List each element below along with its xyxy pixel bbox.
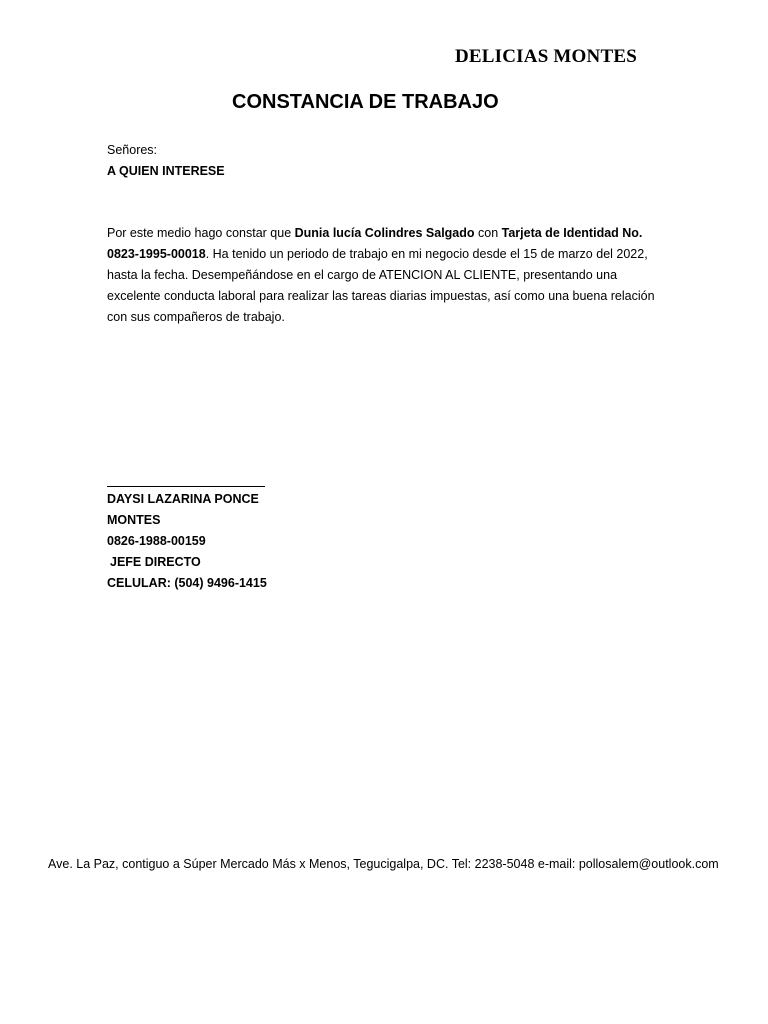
- certificate-body: [107, 223, 667, 328]
- recipient: A QUIEN INTERESE: [107, 164, 225, 178]
- signer-position: JEFE DIRECTO: [110, 555, 201, 569]
- signer-phone: CELULAR: (504) 9496-1415: [107, 576, 267, 590]
- signature-block: [107, 489, 267, 594]
- document-title: CONSTANCIA DE TRABAJO: [232, 91, 499, 113]
- footer-address: Ave. La Paz, contiguo a Súper Mercado Más x Menos, Tegucigalpa, DC. Tel: 2238-5048 e-mail: pollosalem@outlook.com: [48, 857, 719, 871]
- signer-id: 0826-1988-00159: [107, 534, 206, 548]
- company-name: DELICIAS MONTES: [455, 46, 637, 67]
- employee-name: Dunia lucía Colindres Salgado: [294, 226, 475, 240]
- body-text-part3: . Ha tenido un periodo de trabajo en mi negocio desde el 15 de marzo del 2022, hasta la fecha. Desempeñándose en el cargo de ATENCION AL CLIENTE, presentando una excelente conducta laboral para realizar las tareas diarias impuestas, así como una buena relación con sus compañeros de trabajo.: [107, 247, 655, 324]
- body-text-part2: con: [474, 226, 502, 240]
- employee-id: Tarjeta de Identidad No. 0823-1995-00018: [107, 226, 643, 261]
- signature-line: [107, 486, 265, 487]
- signer-name-line2: MONTES: [107, 513, 161, 527]
- signer-name-line1: DAYSI LAZARINA PONCE: [107, 492, 259, 506]
- salutation: Señores:: [107, 143, 158, 157]
- body-text-part1: Por este medio hago constar que: [107, 226, 295, 240]
